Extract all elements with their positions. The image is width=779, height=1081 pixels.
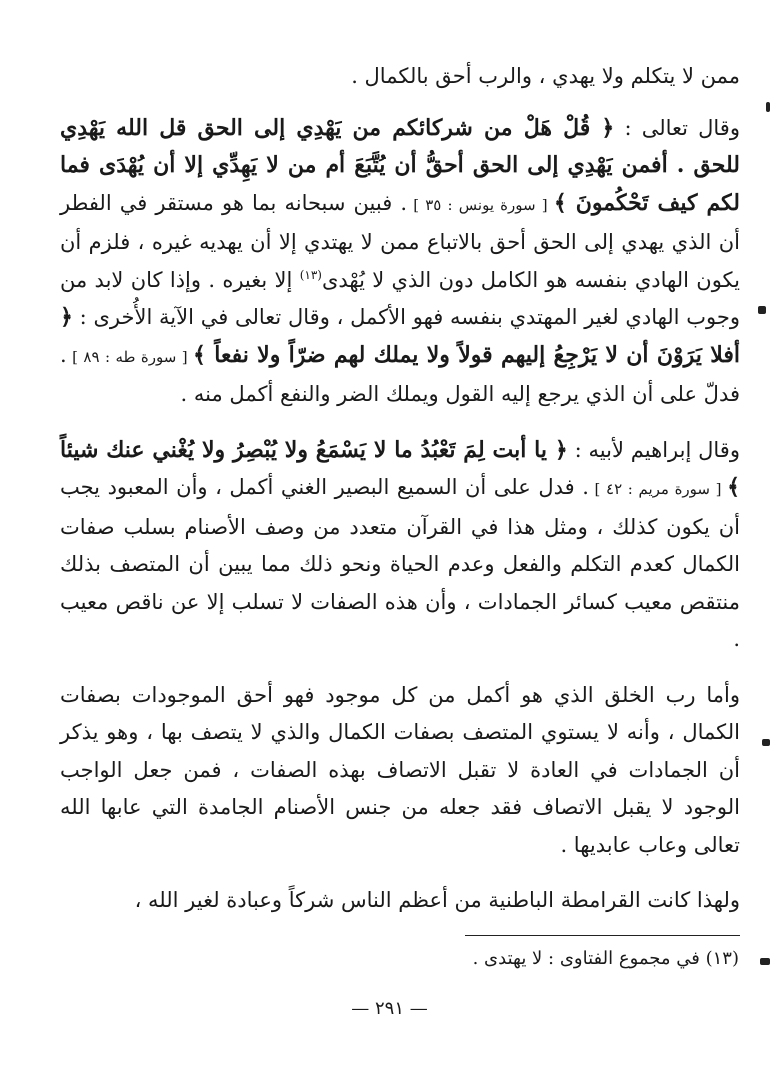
paragraph-2 (60, 110, 740, 414)
verse-ref-taha: [ سورة طه : ٨٩ ] (66, 347, 194, 366)
paragraph-3-intro: وقال إبراهيم لأبيه : (567, 437, 740, 462)
quran-verse-maryam: ﴿ يا أبت لِمَ تَعْبُدُ ما لا يَسْمَعُ ولا يُبْصِرُ ولا يُغْني عنك شيئاً ﴾ (60, 436, 741, 500)
margin-mark-2 (758, 306, 766, 314)
page-number: — ٢٩١ — (351, 998, 428, 1019)
page-body (60, 58, 740, 938)
paragraph-2-intro: وقال تعالى : (614, 115, 740, 140)
margin-mark-1 (766, 102, 770, 112)
paragraph-5: ولهذا كانت القرامطة الباطنية من أعظم الناس شركاً وعبادة لغير الله ، (134, 888, 740, 912)
paragraph-2-text-a: . فبين سبحانه بما هو مستقر في الفطر أن الذي يهدي إلى الحق أحق بالاتباع ممن لا يهتدي إلا أن يهديه غيره ، فلزم أن يكون الهادي بنفسه هو الكامل دون الذي لا يُهْدى (60, 190, 740, 292)
verse-ref-yunus: [ سورة يونس : ٣٥ ] (407, 195, 554, 214)
verse-ref-maryam: [ سورة مريم : ٤٢ ] (588, 480, 728, 498)
quran-verse-taha: ﴿ أفلا يَرَوْنَ أن لا يَرْجِعُ إليهم قولاً ولا يملك لهم ضرّاً ولا نفعاً ﴾ (60, 304, 740, 368)
footnote-marker: (١٣) (299, 267, 322, 282)
margin-mark-3 (762, 739, 770, 746)
footnote-divider (465, 935, 740, 936)
paragraph-4: وأما رب الخلق الذي هو أكمل من كل موجود فهو أحق الموجودات بصفات الكمال ، وأنه لا يستوي المتصف بصفات الكمال والذي لا يتصف بها ، وهو يذكر أن الجمادات في العادة لا تقبل الاتصاف بهذه الصفات ، فمن جعل الواجب الوجود لا يقبل الاتصاف فقد جعله من جنس الأصنام الجامدة التي عابها الله تعالى وعاب عابديها . (60, 682, 740, 857)
paragraph-3-text-a: . فدل على أن السميع البصير الغني أكمل ، وأن المعبود يجب أن يكون كذلك ، ومثل هذا في القرآن متعدد من وصف الأصنام بسلب صفات الكمال كعدم التكلم والفعل وعدم الحياة ونحو ذلك مما يبين أن المتصف بذلك منتقص معيب كسائر الجمادات ، وأن هذه الصفات لا تسلب إلا عن ناقص معيب . (60, 475, 740, 651)
paragraph-3 (60, 432, 740, 659)
quran-verse-yunus: ﴿ قُلْ هَلْ من شركائكم من يَهْدِي إلى الحق قل الله يَهْدِي للحق . أفمن يَهْدِي إلى الحق أحقُّ أن يُتَّبَعَ أم من لا يَهِدِّي إلا أن يُهْدَى فما لكم كيف تَحْكُمونَ ﴾ (60, 114, 741, 216)
paragraph-2-text-c: . فدلّ على أن الذي يرجع إليه القول ويملك الضر والنفع أكمل منه . (60, 342, 740, 406)
margin-mark-4 (760, 958, 770, 965)
paragraph-2-text-b: إلا بغيره . وإذا كان لابد من وجوب الهادي لغير المهتدي بنفسه فهو الأكمل ، وقال تعالى في الآية الأُخرى : (60, 267, 740, 329)
paragraph-1: ممن لا يتكلم ولا يهدي ، والرب أحق بالكمال . (351, 64, 740, 88)
footnote-13: (١٣) في مجموع الفتاوى : لا يهتدى . (472, 948, 739, 969)
